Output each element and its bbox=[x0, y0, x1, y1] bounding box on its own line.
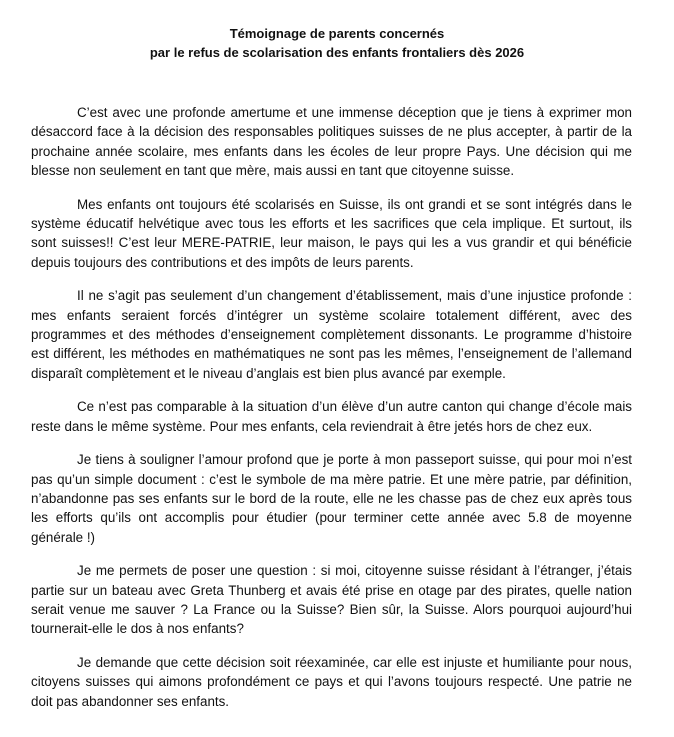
title-line-1: Témoignage de parents concernés bbox=[229, 26, 445, 41]
paragraph-5: Je tiens à souligner l’amour profond que je porte à mon passeport suisse, qui pour moi n’est pas qu’un simple document : c’est le symbole de ma mère patrie. Et une mère patrie, par définition, n’abandonne pas ses enfants sur le bord de la route, elle ne les chasse pas de chez eux après tous les efforts qu’ils ont accomplis pour étudier (pour terminer cette année avec 5.8 de moyenne générale !) bbox=[31, 452, 632, 545]
title-line-2: par le refus de scolarisation des enfants frontaliers dès 2026 bbox=[149, 45, 525, 60]
paragraph-2: Mes enfants ont toujours été scolarisés en Suisse, ils ont grandi et se sont intégrés dans le système éducatif helvétique avec tous les efforts et les sacrifices que cela implique. Et surtout, ils sont suisses!! C’est leur MERE-PATRIE, leur maison, le pays qui les a vus grandir et qui bénéficie depuis toujours des contributions et des impôts de leurs parents. bbox=[31, 196, 632, 270]
paragraph-4: Ce n’est pas comparable à la situation d’un élève d’un autre canton qui change d’école mais reste dans le même système. Pour mes enfants, cela reviendrait à être jetés hors de chez eux. bbox=[31, 399, 632, 434]
paragraph-7: Je demande que cette décision soit réexaminée, car elle est injuste et humiliante pour nous, citoyens suisses qui aimons profondément ce pays et qui l’avons toujours respecté. Une patrie ne doit pas abandonner ses enfants. bbox=[31, 654, 632, 709]
paragraph-6: Je me permets de poser une question : si moi, citoyenne suisse résidant à l’étranger, j’étais partie sur un bateau avec Greta Thunberg et avais été prise en otage par des pirates, quelle nation serait venue me sauver ? La France ou la Suisse? Bien sûr, la Suisse. Alors pourquoi aujourd’hui tournerait-elle le dos à nos enfants? bbox=[31, 563, 632, 637]
paragraph-3: Il ne s’agit pas seulement d’un changement d’établissement, mais d’une injustice profonde : mes enfants seraient forcés d’intégrer un système scolaire totalement différent, avec des programmes et des méthodes d’enseignement complètement dissonants. Le programme d’histoire est différent, les méthodes en mathématiques ne sont pas les mêmes, l’enseignement de l’allemand disparaît complètement et le niveau d’anglais est bien plus avancé par exemple. bbox=[31, 288, 632, 381]
document-title bbox=[0, 24, 674, 62]
paragraph-1: C’est avec une profonde amertume et une immense déception que je tiens à exprimer mon désaccord face à la décision des responsables politiques suisses de ne plus accepter, à partir de la prochaine année scolaire, mes enfants dans les écoles de leur propre Pays. Une décision qui me blesse non seulement en tant que mère, mais aussi en tant que citoyenne suisse. bbox=[31, 105, 632, 179]
document-body bbox=[31, 103, 632, 725]
